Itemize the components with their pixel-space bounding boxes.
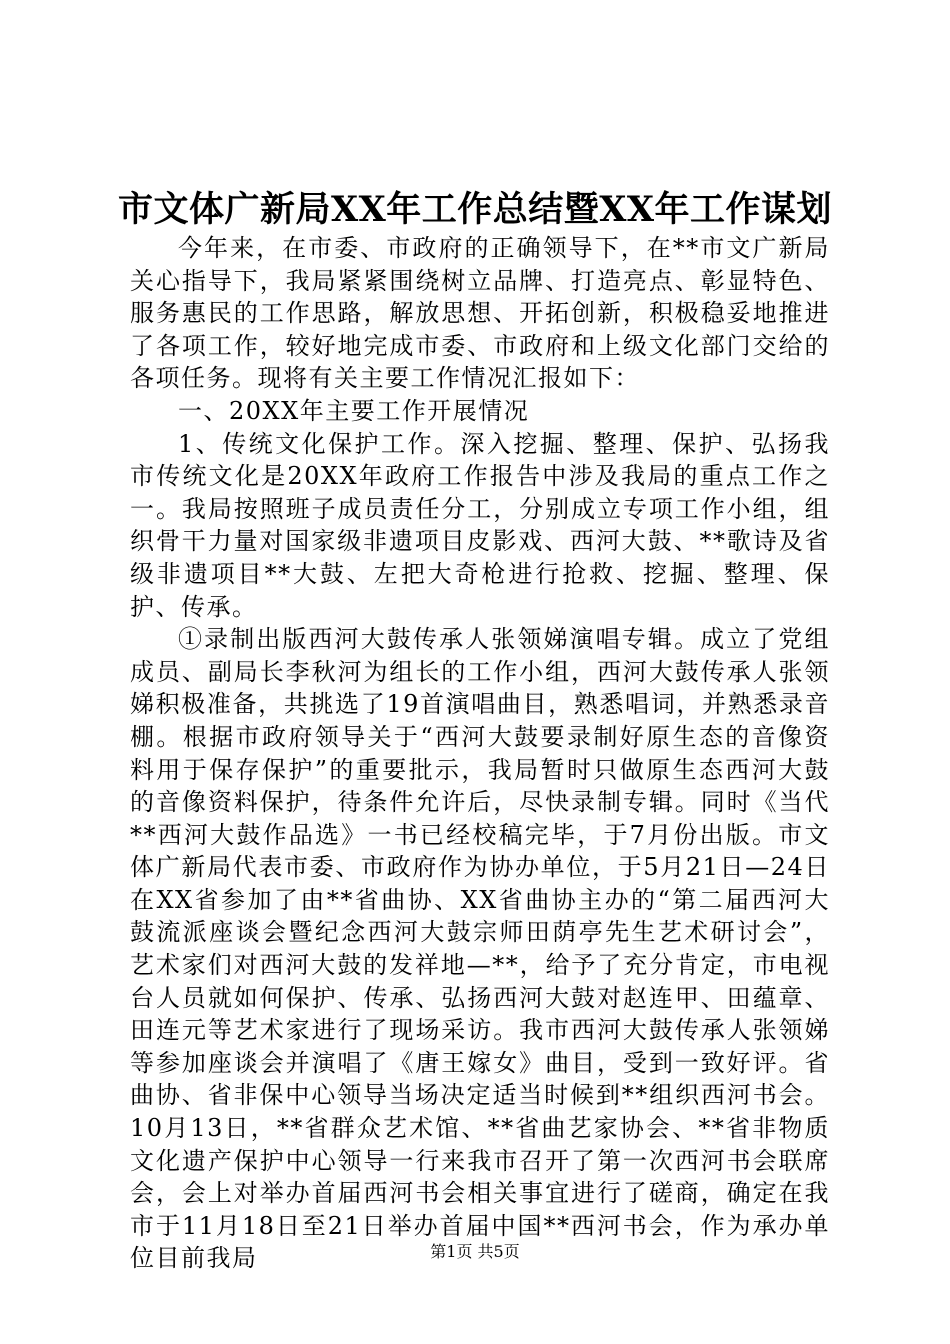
page-number-footer: 第1页 共5页 <box>430 1242 520 1261</box>
document-title: 市文体广新局XX年工作总结暨XX年工作谋划 <box>117 189 833 230</box>
section-heading: 一、20XX年主要工作开展情况 <box>178 396 530 425</box>
paragraph-subitem-1: ①录制出版西河大鼓传承人张领娣演唱专辑。成立了党组成员、副局长李秋河为组长的工作小组，西河大鼓传承人张领娣积极准备，共挑选了19首演唱曲目，熟悉唱词，并熟悉录音棚。根据市政府领导关于“西河大鼓要录制好原生态的音像资料用于保存保护”的重要批示，我局暂时只做原生态西河大鼓的音像资料保护，待条件允许后，尽快录制专辑。同时《当代**西河大鼓作品选》一书已经校稿完毕，于7月份出版。市文体广新局代表市委、市政府作为协办单位，于5月21日—24日在XX省参加了由**省曲协、XX省曲协主办的“第二届西河大鼓流派座谈会暨纪念西河大鼓宗师田荫亭先生艺术研讨会”，艺术家们对西河大鼓的发祥地—**，给予了充分肯定，市电视台人员就如何保护、传承、弘扬西河大鼓对赵连甲、田蕴章、田连元等艺术家进行了现场采访。我市西河大鼓传承人张领娣等参加座谈会并演唱了《唐王嫁女》曲目，受到一致好评。省曲协、省非保中心领导当场决定适当时候到**组织西河书会。10月13日，**省群众艺术馆、**省曲艺家协会、**省非物质文化遗产保护中心领导一行来我市召开了第一次西河书会联席会，会上对举办首届西河书会相关事宜进行了磋商，确定在我市于11月18日至21日举办首届中国**西河书会，作为承办单位目前我局 <box>130 625 830 1273</box>
paragraph-item-1: 1、传统文化保护工作。深入挖掘、整理、保护、弘扬我市传统文化是20XX年政府工作报告中涉及我局的重点工作之一。我局按照班子成员责任分工，分别成立专项工作小组，组织骨干力量对国家级非遗项目皮影戏、西河大鼓、**歌诗及省级非遗项目**大鼓、左把大奇枪进行抢救、挖掘、整理、保护、传承。 <box>130 429 830 621</box>
document-body <box>130 232 830 1275</box>
paragraph-intro: 今年来，在市委、市政府的正确领导下，在**市文广新局关心指导下，我局紧紧围绕树立品牌、打造亮点、彰显特色、服务惠民的工作思路，解放思想、开拓创新，积极稳妥地推进了各项工作，较好地完成市委、市政府和上级文化部门交给的各项任务。现将有关主要工作情况汇报如下： <box>130 234 830 393</box>
